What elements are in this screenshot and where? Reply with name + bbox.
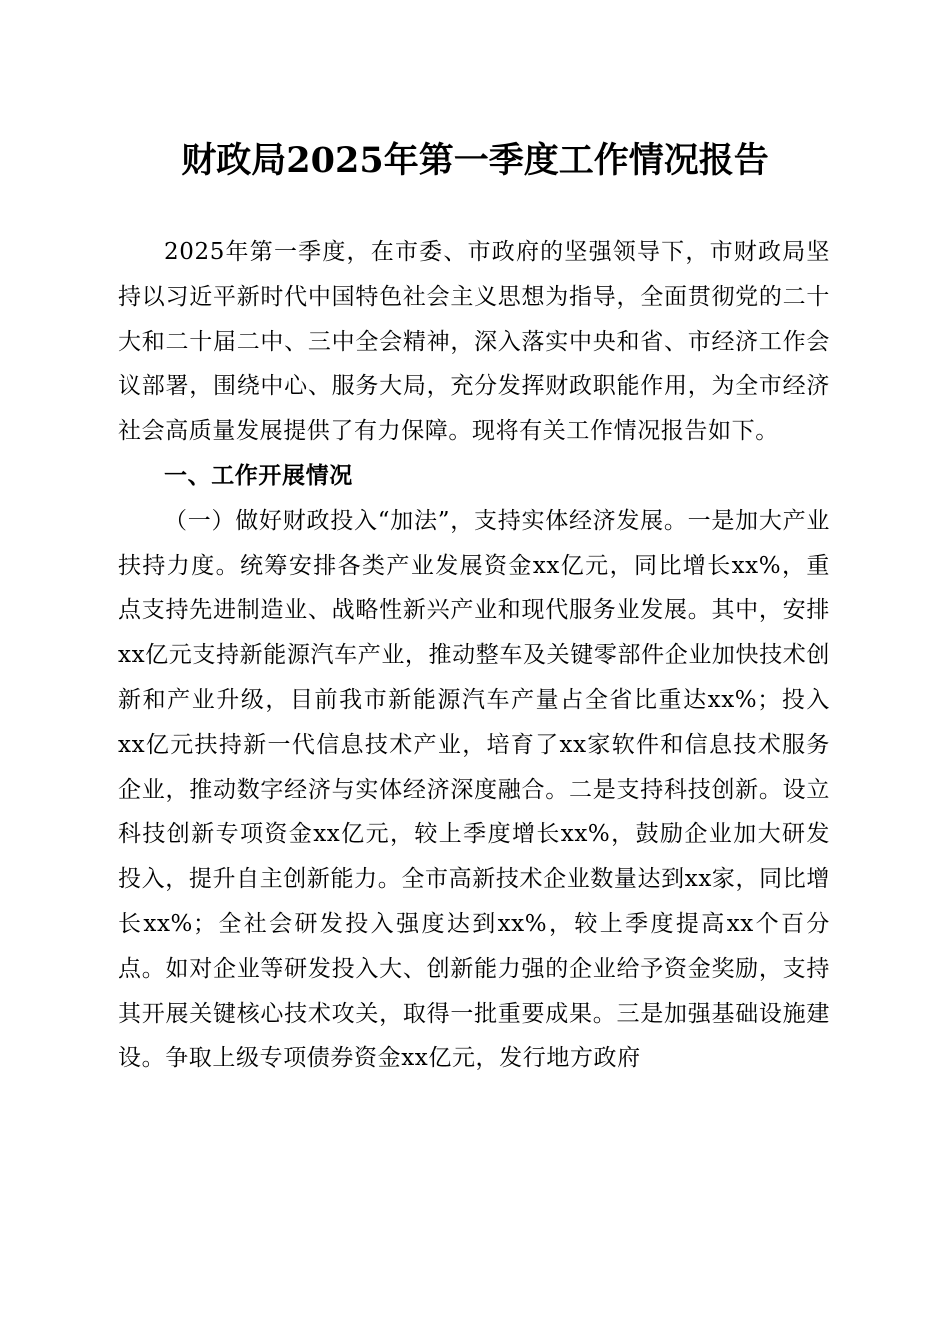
intro-paragraph: 2025年第一季度，在市委、市政府的坚强领导下，市财政局坚持以习近平新时代中国特色社会主义思想为指导，全面贯彻党的二十大和二十届二中、三中全会精神，深入落实中央和省、市经济工作会议部署，围绕中心、服务大局，充分发挥财政职能作用，为全市经济社会高质量发展提供了有力保障。现将有关工作情况报告如下。 <box>118 239 830 445</box>
document-title: 财政局2025年第一季度工作情况报告 <box>181 140 769 181</box>
section-heading: 一、工作开展情况 <box>164 462 353 489</box>
document-body <box>118 230 830 1081</box>
section-paragraph: （一）做好财政投入“加法”，支持实体经济发展。一是加大产业扶持力度。统筹安排各类产业发展资金xx亿元，同比增长xx%，重点支持先进制造业、战略性新兴产业和现代服务业发展。其中，安排xx亿元支持新能源汽车产业，推动整车及关键零部件企业加快技术创新和产业升级，目前我市新能源汽车产量占全省比重达xx%；投入xx亿元扶持新一代信息技术产业，培育了xx家软件和信息技术服务企业，推动数字经济与实体经济深度融合。二是支持科技创新。设立科技创新专项资金xx亿元，较上季度增长xx%，鼓励企业加大研发投入，提升自主创新能力。全市高新技术企业数量达到xx家，同比增长xx%；全社会研发投入强度达到xx%，较上季度提高xx个百分点。如对企业等研发投入大、创新能力强的企业给予资金奖励，支持其开展关键核心技术攻关，取得一批重要成果。三是加强基础设施建设。争取上级专项债券资金xx亿元，发行地方政府 <box>118 507 830 1072</box>
